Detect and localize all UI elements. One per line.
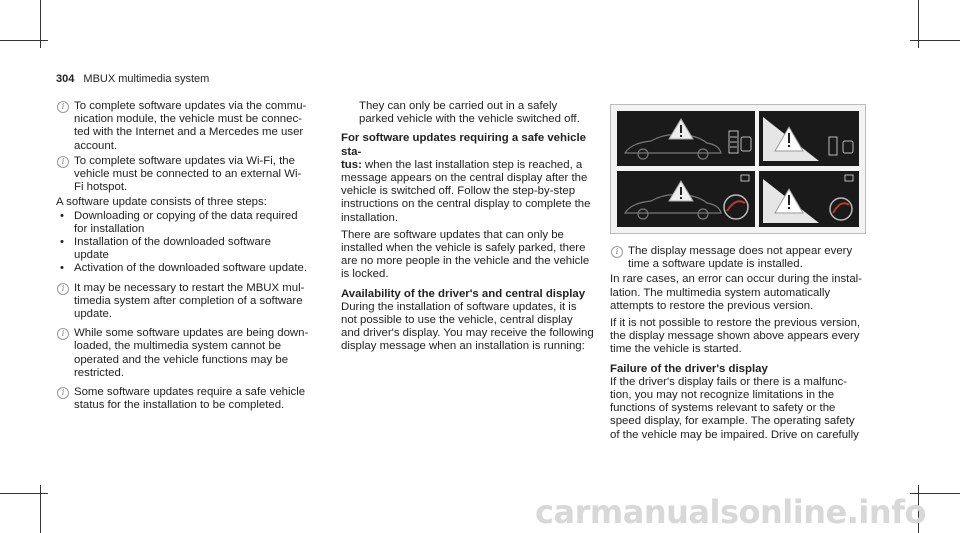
list-item: • Activation of the downloaded software update. bbox=[56, 262, 326, 275]
restore-paragraph: If it is not possible to restore the previous version, the display message shown above appears every time the vehicle is started. bbox=[610, 317, 861, 356]
note-downloading: i While some software updates are being down- loaded, the multimedia system cannot be operated and the vehicle functions may be restricted. bbox=[56, 327, 326, 380]
heading-availability: Availability of the driver's and central display bbox=[341, 287, 586, 300]
middle-column bbox=[341, 100, 603, 354]
large-warning-gauge-icon bbox=[759, 171, 859, 227]
intro-text: A software update consists of three steps: bbox=[56, 196, 267, 209]
crop-mark bbox=[910, 40, 960, 41]
safe-status-paragraph: For software updates requiring a safe vehicle sta- tus: when the last installation step is reached, a message appears on the central display after the vehicle is switched off. Follow the step-by-step instructions on the central display to complete the installation. bbox=[341, 132, 591, 224]
info-icon: i bbox=[57, 156, 69, 168]
info-icon: i bbox=[57, 283, 69, 295]
list-item: • Downloading or copying of the data required for installation bbox=[56, 210, 326, 236]
driver-display-panel-secondary bbox=[617, 171, 755, 227]
car-gauge-icon bbox=[617, 171, 755, 227]
note-display-message: i The display message does not appear every time a software update is installed. bbox=[610, 245, 875, 271]
page-number: 304 bbox=[56, 73, 75, 85]
info-icon: i bbox=[57, 101, 69, 113]
note-communication-module: i To complete software updates via the commu- nication module, the vehicle must be connec- ted with the Internet and a Mercedes me user account. bbox=[56, 100, 326, 153]
heading-safe-status: For software updates requiring a safe vehicle sta- bbox=[341, 132, 586, 158]
page-header bbox=[56, 73, 209, 85]
driver-display-panel bbox=[617, 111, 755, 166]
left-column bbox=[56, 100, 326, 414]
watermark: carmanualsonline.info bbox=[535, 493, 926, 531]
info-icon: i bbox=[57, 387, 69, 399]
right-column bbox=[610, 245, 875, 442]
availability-paragraph: During the installation of software updates, it is not possible to use the vehicle, central display and driver's display. You may receive the following display message when an installation is running: bbox=[341, 300, 594, 353]
info-icon: i bbox=[57, 328, 69, 340]
error-paragraph: In rare cases, an error can occur during the instal- lation. The multimedia system automatically attempts to restore the previous version. bbox=[610, 273, 862, 312]
crop-mark bbox=[0, 493, 48, 494]
continued-text: They can only be carried out in a safely parked vehicle with the vehicle switched off. bbox=[359, 100, 580, 126]
note-restart: i It may be necessary to restart the MBUX mul- timedia system after completion of a software update. bbox=[56, 282, 326, 322]
central-display-panel-secondary bbox=[759, 171, 859, 227]
note-wifi: i To complete software updates via Wi-Fi, the vehicle must be connected to an external Wi- Fi hotspot. bbox=[56, 155, 326, 195]
list-item: • Installation of the downloaded software update bbox=[56, 236, 326, 262]
display-message-figure bbox=[610, 104, 866, 234]
crop-mark bbox=[0, 40, 48, 41]
car-warning-icon bbox=[617, 111, 755, 166]
section-title: MBUX multimedia system bbox=[83, 73, 210, 85]
note-safe-status: i Some software updates require a safe vehicle status for the installation to be completed. bbox=[56, 386, 326, 412]
info-icon: i bbox=[611, 246, 623, 258]
heading-driver-display-failure: Failure of the driver's display bbox=[610, 362, 768, 375]
parked-updates-paragraph: There are software updates that can only be installed when the vehicle is safely parked, there are no more people in the vehicle and the vehicle is locked. bbox=[341, 228, 590, 281]
failure-paragraph: If the driver's display fails or there is a malfunc- tion, you may not recognize limitations in the functions of systems relevant to safety or the speed display, for example. The operating safety of the vehicle may be impaired. Drive on carefully bbox=[610, 375, 859, 441]
large-warning-icon bbox=[759, 111, 859, 166]
central-display-panel bbox=[759, 111, 859, 166]
